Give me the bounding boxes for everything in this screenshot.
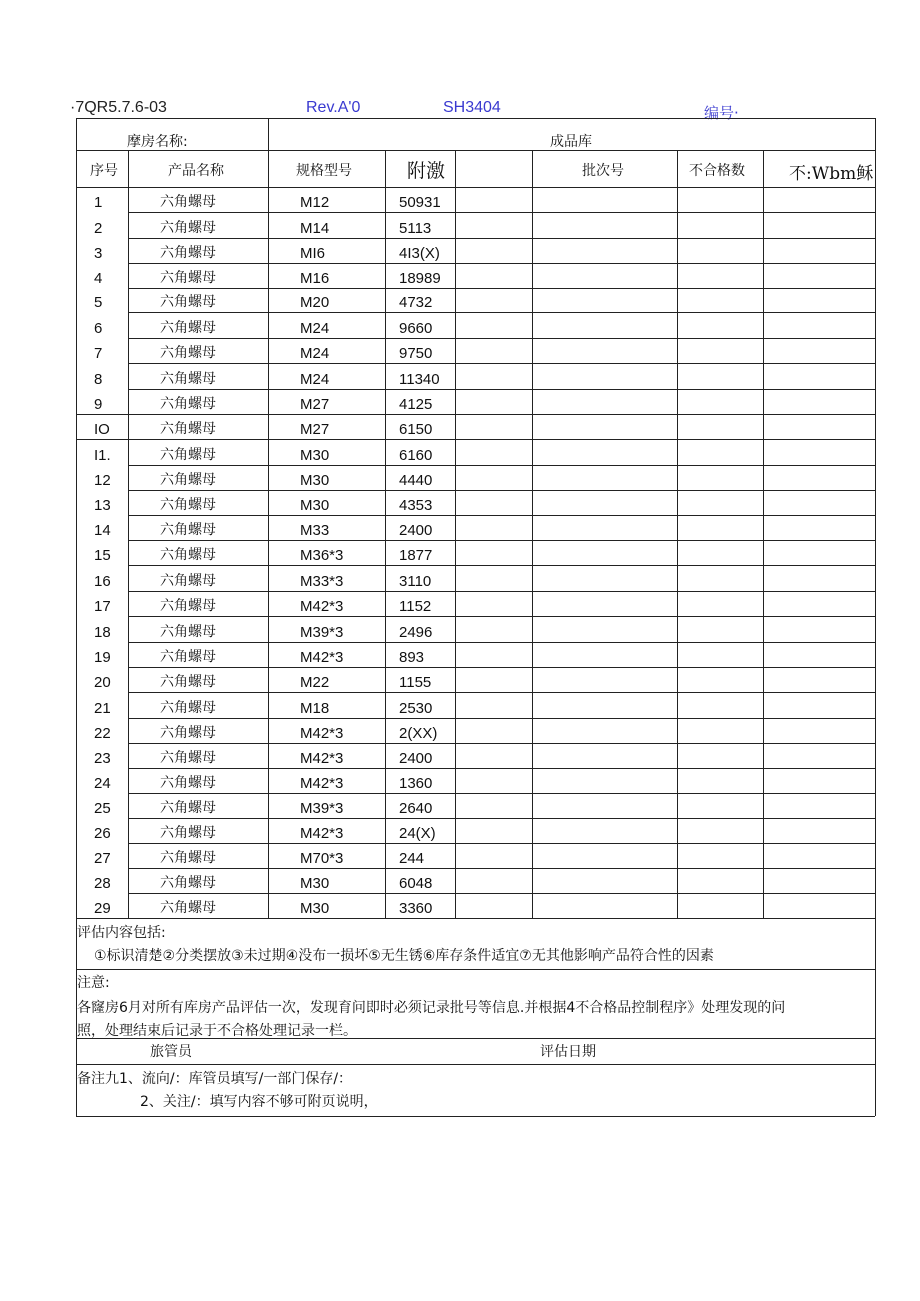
grid-line: [128, 490, 875, 491]
notice-title: 注意:: [77, 975, 110, 991]
quantity: 1152: [399, 598, 432, 615]
row-number: 19: [94, 649, 111, 666]
grid-line: [128, 616, 875, 617]
product-name: 六角螺母: [160, 522, 216, 538]
grid-line: [128, 212, 875, 213]
quantity: 3360: [399, 900, 433, 917]
product-name: 六角螺母: [160, 775, 216, 791]
spec-model: M42*3: [300, 825, 344, 842]
evaluation-date-label: 评估日期: [540, 1044, 596, 1060]
product-name: 六角螺母: [160, 320, 216, 336]
product-name: 六角螺母: [160, 245, 216, 261]
product-name: 六角螺母: [160, 345, 216, 361]
row-number: 3: [94, 245, 103, 262]
spec-model: M30: [300, 472, 330, 489]
row-number: 24: [94, 775, 111, 792]
product-name: 六角螺母: [160, 700, 216, 716]
grid-line: [128, 515, 875, 516]
spec-model: M24: [300, 320, 330, 337]
row-number: 13: [94, 497, 111, 514]
quantity: 1155: [399, 674, 432, 691]
grid-line: [128, 389, 875, 390]
grid-line: [128, 288, 875, 289]
notice-line-1: 各窿房6月对所有库房产品评估一次，发现育问即时必须记录批号等信息.并根据4不合格品控制程序》处理发现的问: [77, 1000, 786, 1016]
column-header: 不:Wbm稣: [789, 164, 874, 184]
product-name: 六角螺母: [160, 194, 216, 210]
spec-model: M42*3: [300, 750, 344, 767]
spec-model: M42*3: [300, 649, 344, 666]
standard-number: SH3404: [443, 99, 501, 116]
row-number: 5: [94, 294, 103, 311]
spec-model: M33: [300, 522, 330, 539]
remarks-line-1: 备注九1、流向/：库管员填写/一部门保存/：: [77, 1071, 353, 1087]
product-name: 六角螺母: [160, 875, 216, 891]
row-number: 7: [94, 345, 103, 362]
column-header: 序号: [90, 163, 118, 179]
row-number: 6: [94, 320, 103, 337]
grid-line: [128, 843, 875, 844]
evaluation-title: 评估内容包括:: [77, 925, 166, 941]
grid-line: [128, 818, 875, 819]
quantity: 6160: [399, 447, 433, 464]
column-header: 规格型号: [296, 163, 352, 179]
spec-model: M27: [300, 421, 330, 438]
quantity: 4440: [399, 472, 433, 489]
grid-line: [76, 118, 875, 119]
row-number: 23: [94, 750, 111, 767]
product-name: 六角螺母: [160, 624, 216, 640]
grid-line: [128, 338, 875, 339]
product-name: 六角螺母: [160, 750, 216, 766]
keeper-label: 旅管员: [150, 1044, 192, 1060]
row-number: 28: [94, 875, 111, 892]
row-number: 12: [94, 472, 111, 489]
column-header: 附激: [407, 160, 446, 182]
remarks-line-2: 2、关注/：填写内容不够可附页说明，: [140, 1094, 378, 1110]
grid-line: [128, 540, 875, 541]
grid-line: [76, 918, 875, 919]
row-number: 21: [94, 700, 111, 717]
product-name: 六角螺母: [160, 900, 216, 916]
row-number: 9: [94, 396, 103, 413]
quantity: 2496: [399, 624, 433, 641]
row-number: 22: [94, 725, 111, 742]
form-code: ·7QR5.7.6-03: [70, 99, 167, 116]
spec-model: M39*3: [300, 800, 344, 817]
quantity: 2400: [399, 522, 433, 539]
row-number: 16: [94, 573, 111, 590]
spec-model: M12: [300, 194, 330, 211]
spec-model: M42*3: [300, 725, 344, 742]
row-number: 25: [94, 800, 111, 817]
grid-line: [76, 1038, 875, 1039]
row-number: 27: [94, 850, 111, 867]
row-number: 4: [94, 270, 103, 287]
quantity: 2530: [399, 700, 433, 717]
notice-line-2: 照，处理结束后记录于不合格处理记录一栏。: [77, 1023, 357, 1039]
spec-model: M30: [300, 447, 330, 464]
quantity: 50931: [399, 194, 441, 211]
product-name: 六角螺母: [160, 674, 216, 690]
row-number: 26: [94, 825, 111, 842]
quantity: 4125: [399, 396, 433, 413]
product-name: 六角螺母: [160, 497, 216, 513]
spec-model: M42*3: [300, 598, 344, 615]
grid-line: [128, 238, 875, 239]
product-name: 六角螺母: [160, 270, 216, 286]
product-name: 六角螺母: [160, 825, 216, 841]
grid-line: [128, 591, 875, 592]
warehouse-label: 摩房名称:: [127, 134, 188, 150]
spec-model: M24: [300, 345, 330, 362]
spec-model: M16: [300, 270, 330, 287]
warehouse-value: 成品库: [550, 134, 592, 150]
grid-line: [128, 743, 875, 744]
spec-model: M36*3: [300, 547, 344, 564]
quantity: 6048: [399, 875, 433, 892]
row-number: 20: [94, 674, 111, 691]
quantity: 24(X): [399, 825, 436, 842]
product-name: 六角螺母: [160, 547, 216, 563]
quantity: 4353: [399, 497, 433, 514]
grid-line: [128, 868, 875, 869]
evaluation-items: ①标识清楚②分类摆放③未过期④没布一损坏⑤无生锈⑥库存条件适宜⑦无其他影响产品符合性的因素: [94, 948, 714, 964]
grid-line: [128, 263, 875, 264]
spec-model: M14: [300, 220, 330, 237]
product-name: 六角螺母: [160, 598, 216, 614]
grid-line: [268, 118, 269, 150]
product-name: 六角螺母: [160, 447, 216, 463]
quantity: 11340: [399, 371, 440, 388]
quantity: 1877: [399, 547, 433, 564]
grid-line: [76, 1116, 875, 1117]
document-number-label: 编号·: [704, 104, 739, 122]
product-name: 六角螺母: [160, 800, 216, 816]
quantity: 2640: [399, 800, 433, 817]
row-number: 14: [94, 522, 111, 539]
quantity: 5113: [399, 220, 432, 237]
product-name: 六角螺母: [160, 220, 216, 236]
quantity: 18989: [399, 270, 441, 287]
grid-line: [128, 642, 875, 643]
product-name: 六角螺母: [160, 294, 216, 310]
product-name: 六角螺母: [160, 371, 216, 387]
quantity: 893: [399, 649, 425, 666]
spec-model: M24: [300, 371, 330, 388]
spec-model: M30: [300, 875, 330, 892]
row-number: 2: [94, 220, 103, 237]
quantity: 4I3(X): [399, 245, 440, 262]
product-name: 六角螺母: [160, 649, 216, 665]
grid-line: [76, 969, 875, 970]
product-name: 六角螺母: [160, 472, 216, 488]
spec-model: M18: [300, 700, 330, 717]
product-name: 六角螺母: [160, 725, 216, 741]
product-name: 六角螺母: [160, 850, 216, 866]
grid-line: [128, 667, 875, 668]
quantity: 244: [399, 850, 425, 867]
spec-model: M27: [300, 396, 330, 413]
grid-line: [128, 893, 875, 894]
spec-model: M20: [300, 294, 330, 311]
grid-line: [76, 439, 875, 440]
quantity: 2400: [399, 750, 433, 767]
column-header: 产品名称: [168, 163, 224, 179]
quantity: 3110: [399, 573, 432, 590]
grid-line: [128, 363, 875, 364]
grid-line: [76, 150, 875, 151]
grid-line: [128, 465, 875, 466]
spec-model: M70*3: [300, 850, 344, 867]
spec-model: M30: [300, 497, 330, 514]
column-header: 批次号: [582, 163, 624, 179]
spec-model: M33*3: [300, 573, 344, 590]
quantity: 2(XX): [399, 725, 438, 742]
grid-line: [128, 793, 875, 794]
grid-line: [128, 768, 875, 769]
revision: Rev.A'0: [306, 99, 361, 116]
product-name: 六角螺母: [160, 396, 216, 412]
grid-line: [76, 1064, 875, 1065]
product-name: 六角螺母: [160, 421, 216, 437]
grid-line: [76, 414, 875, 415]
quantity: 6150: [399, 421, 433, 438]
grid-line: [128, 692, 875, 693]
grid-line: [128, 718, 875, 719]
column-header: 不合格数: [689, 163, 745, 179]
grid-line: [128, 565, 875, 566]
quantity: 9750: [399, 345, 433, 362]
grid-line: [875, 118, 876, 1116]
row-number: 29: [94, 900, 111, 917]
row-number: 1: [94, 194, 103, 211]
quantity: 1360: [399, 775, 433, 792]
quantity: 9660: [399, 320, 433, 337]
row-number: 18: [94, 624, 111, 641]
spec-model: M30: [300, 900, 330, 917]
row-number: 8: [94, 371, 103, 388]
spec-model: MI6: [300, 245, 326, 262]
row-number: I1.: [94, 447, 111, 464]
spec-model: M22: [300, 674, 330, 691]
row-number: 17: [94, 598, 111, 615]
product-name: 六角螺母: [160, 573, 216, 589]
spec-model: M42*3: [300, 775, 344, 792]
row-number: IO: [94, 421, 110, 438]
row-number: 15: [94, 547, 111, 564]
quantity: 4732: [399, 294, 433, 311]
grid-line: [128, 312, 875, 313]
spec-model: M39*3: [300, 624, 344, 641]
